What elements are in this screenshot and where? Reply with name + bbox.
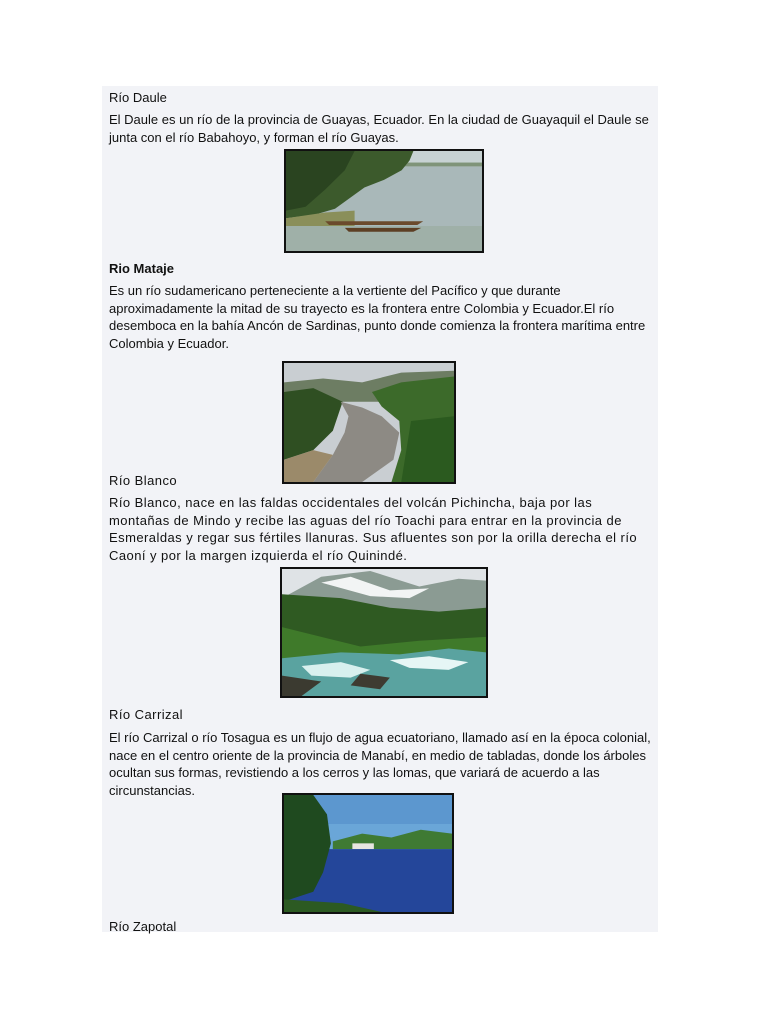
river-daule-photo xyxy=(284,149,484,253)
section-title-daule: Río Daule xyxy=(109,90,167,105)
section-body-carrizal: El río Carrizal o río Tosagua es un flujo de agua ecuatoriano, llamado así en la época colonial, nace en el centro oriente de la provincia de Manabí, en medio de tabladas, donde los árboles ocultan sus formas, revistiendo a los cerros y las lomas, que variará de acuerdo a las circunstancias. xyxy=(109,730,651,798)
section-body-blanco: Río Blanco, nace en las faldas occidentales del volcán Pichincha, baja por las montañas de Mindo y recibe las aguas del río Toachi para entrar en la provincia de Esmeraldas y regar sus fértiles llanuras. Sus afluentes son por la orilla derecha el río Caoní y por la margen izquierda el río Quinindé. xyxy=(109,495,638,563)
section-title-mataje: Rio Mataje xyxy=(109,261,175,276)
section-body-mataje: Es un río sudamericano perteneciente a la vertiente del Pacífico y que durante aproximadamente la mitad de su trayecto es la frontera entre Colombia y Ecuador.El río desemboca en la bahía Ancón de Sardinas, punto donde comienza la frontera marítima entre Colombia y Ecuador. xyxy=(109,283,646,351)
river-mataje-photo xyxy=(282,361,456,484)
section-body-daule: El Daule es un río de la provincia de Guayas, Ecuador. En la ciudad de Guayaquil el Daule se junta con el río Babahoyo, y forman el río Guayas. xyxy=(109,112,649,145)
river-carrizal-photo xyxy=(282,793,454,914)
section-title-blanco: Río Blanco xyxy=(109,473,178,488)
section-title-carrizal: Río Carrizal xyxy=(109,707,184,722)
river-blanco-photo xyxy=(280,567,488,698)
section-title-zapotal: Río Zapotal xyxy=(109,919,177,934)
